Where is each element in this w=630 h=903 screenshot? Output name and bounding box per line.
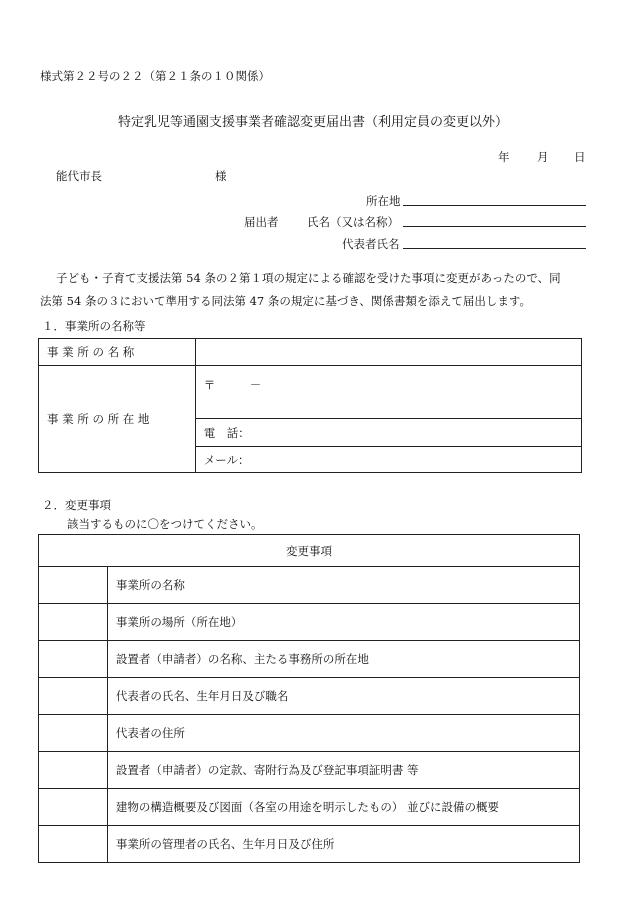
change-item-row xyxy=(39,826,580,863)
change-item-label: 事業所の場所（所在地） xyxy=(115,615,243,629)
applicant-address-line[interactable] xyxy=(403,205,586,206)
date-year: 年 xyxy=(498,150,510,164)
change-item-label: 設置者（申請者）の名称、主たる事務所の所在地 xyxy=(115,652,369,666)
change-item-mark-cell[interactable] xyxy=(39,567,108,604)
section2-heading: ２．変更事項 xyxy=(42,498,111,512)
change-item-label-cell xyxy=(107,641,579,678)
date-day: 日 xyxy=(574,150,586,164)
postal-label: 〒 － xyxy=(203,378,262,392)
change-item-label: 代表者の住所 xyxy=(115,726,185,740)
change-item-row xyxy=(39,678,580,715)
facility-name-cell[interactable] xyxy=(195,339,581,366)
change-item-label-cell xyxy=(107,752,579,789)
change-item-mark-cell[interactable] xyxy=(39,826,108,863)
change-item-row xyxy=(39,641,580,678)
facility-mail-cell[interactable] xyxy=(195,447,581,473)
change-item-label: 事業所の管理者の氏名、生年月日及び住所 xyxy=(115,837,335,851)
changes-table-header xyxy=(39,535,580,567)
date-month: 月 xyxy=(537,150,549,164)
change-item-row xyxy=(39,604,580,641)
facility-location-label-text: 事 業 所 の 所 在 地 xyxy=(47,412,150,426)
body-text-line2: 法第 54 条の３において準用する同法第 47 条の規定に基づき、関係書類を添えて届出します。 xyxy=(40,294,532,308)
applicant-name-line[interactable] xyxy=(403,226,586,227)
addressee-honorific: 様 xyxy=(215,169,227,183)
change-item-row xyxy=(39,752,580,789)
facility-postal-cell[interactable] xyxy=(195,366,581,419)
change-item-label-cell xyxy=(107,567,579,604)
change-item-mark-cell[interactable] xyxy=(39,789,108,826)
facility-table xyxy=(38,338,582,473)
applicant-rep-line[interactable] xyxy=(403,248,586,249)
applicant-address-label: 所在地 xyxy=(366,194,401,208)
facility-name-label-text: 事 業 所 の 名 称 xyxy=(47,345,135,359)
change-item-label-cell xyxy=(107,678,579,715)
change-item-row xyxy=(39,567,580,604)
change-item-label-cell xyxy=(107,789,579,826)
change-item-label: 代表者の氏名、生年月日及び職名 xyxy=(115,689,289,703)
change-item-label-cell xyxy=(107,604,579,641)
change-item-label: 事業所の名称 xyxy=(115,578,185,592)
phone-label: 電 話： xyxy=(203,425,250,440)
change-item-mark-cell[interactable] xyxy=(39,604,108,641)
facility-location-label xyxy=(39,366,196,473)
applicant-name-label: 氏名（又は名称） xyxy=(307,215,399,229)
changes-table-header-text: 変更事項 xyxy=(286,543,332,558)
change-item-label: 設置者（申請者）の定款、寄附行為及び登記事項証明書 等 xyxy=(115,763,419,777)
change-item-mark-cell[interactable] xyxy=(39,678,108,715)
body-text-line1: 子ども・子育て支援法第 54 条の２第１項の規定による確認を受けた事項に変更があったので、同 xyxy=(56,271,561,285)
change-item-mark-cell[interactable] xyxy=(39,641,108,678)
applicant-rep-label: 代表者氏名 xyxy=(342,237,400,251)
facility-name-label xyxy=(39,339,196,366)
addressee-name: 能代市長 xyxy=(56,169,102,183)
change-item-label-cell xyxy=(107,826,579,863)
changes-table xyxy=(38,534,580,863)
change-item-row xyxy=(39,715,580,752)
section1-heading: １．事業所の名称等 xyxy=(42,319,146,333)
change-item-row xyxy=(39,789,580,826)
change-item-mark-cell[interactable] xyxy=(39,715,108,752)
change-item-label: 建物の構造概要及び図面（各室の用途を明示したもの） 並びに設備の概要 xyxy=(115,800,500,814)
change-item-mark-cell[interactable] xyxy=(39,752,108,789)
document-title: 特定乳児等通園支援事業者確認変更届出書（利用定員の変更以外） xyxy=(118,115,509,130)
section2-instruction: 該当するものに〇をつけてください。 xyxy=(67,517,263,531)
applicant-label: 届出者 xyxy=(244,215,279,229)
form-id: 様式第２２号の２２（第２１条の１０関係） xyxy=(40,69,270,83)
mail-label: メール： xyxy=(203,452,250,467)
facility-phone-cell[interactable] xyxy=(195,419,581,447)
change-item-label-cell xyxy=(107,715,579,752)
